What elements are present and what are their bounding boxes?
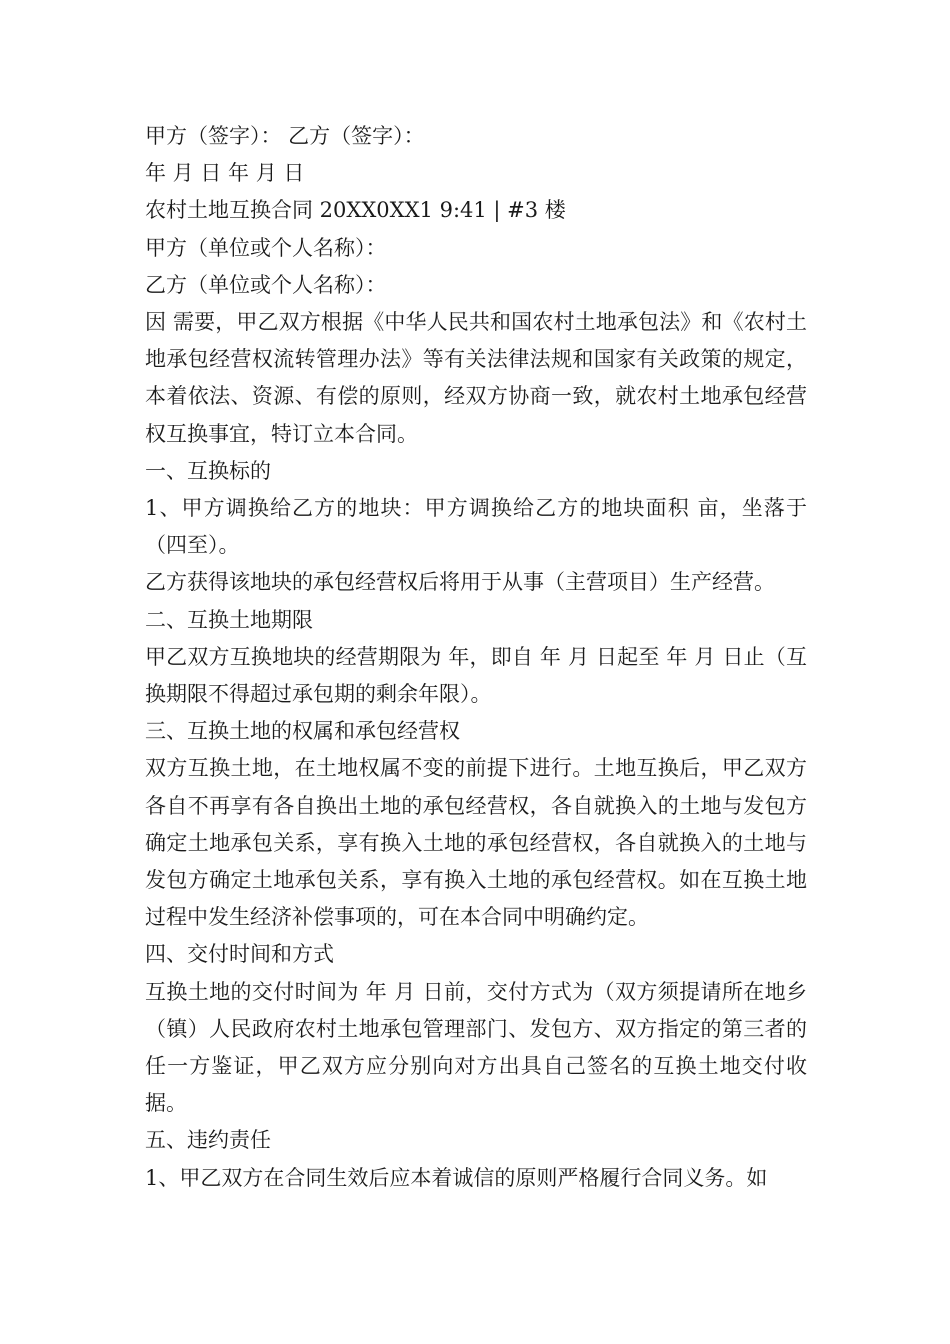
- section-heading: 二、互换土地期限: [145, 607, 313, 632]
- section-heading: 一、互换标的: [145, 458, 271, 483]
- preamble-paragraph: 因 需要，甲乙双方根据《中华人民共和国农村土地承包法》和《农村土地承包经营权流转管理办法》等有关法律法规和国家有关政策的规定，本着依法、资源、有偿的原则，经双方协商一致，就农村土地承包经营权互换事宜，特订立本合同。: [145, 309, 807, 446]
- date-line: 年 月 日 年 月 日: [145, 161, 305, 186]
- section-paragraph: 1、甲方调换给乙方的地块：甲方调换给乙方的地块面积 亩，坐落于（四至）。: [145, 495, 807, 558]
- document-header: 农村土地互换合同 20XX0XX1 9:41 | #3 楼: [145, 198, 566, 223]
- document-page: [145, 118, 807, 1197]
- section-heading: 三、互换土地的权属和承包经营权: [145, 719, 460, 744]
- section-paragraph: 双方互换土地，在土地权属不变的前提下进行。土地互换后，甲乙双方各自不再享有各自换出土地的承包经营权，各自就换入的土地与发包方确定土地承包关系，享有换入土地的承包经营权，各自就换入的土地与发包方确定土地承包关系，享有换入土地的承包经营权。如在互换土地过程中发生经济补偿事项的，可在本合同中明确约定。: [145, 756, 807, 930]
- section-heading: 五、违约责任: [145, 1128, 271, 1153]
- party-a-line: 甲方（单位或个人名称）：: [145, 235, 387, 260]
- party-b-line: 乙方（单位或个人名称）：: [145, 272, 387, 297]
- section-heading: 四、交付时间和方式: [145, 942, 334, 967]
- section-paragraph: 甲乙双方互换地块的经营期限为 年，即自 年 月 日起至 年 月 日止（互换期限不得超过承包期的剩余年限）。: [145, 644, 807, 706]
- section-paragraph: 乙方获得该地块的承包经营权后将用于从事（主营项目）生产经营。: [145, 570, 775, 595]
- signature-line: 甲方（签字）： 乙方（签字）：: [145, 124, 425, 148]
- section-paragraph: 互换土地的交付时间为 年 月 日前，交付方式为（双方须提请所在地乡（镇）人民政府农村土地承包管理部门、发包方、双方指定的第三者的任一方鉴证，甲乙双方应分别向对方出具自己签名的互换土地交付收据。: [145, 979, 807, 1116]
- section-paragraph: 1、甲乙双方在合同生效后应本着诚信的原则严格履行合同义务。如: [145, 1165, 768, 1190]
